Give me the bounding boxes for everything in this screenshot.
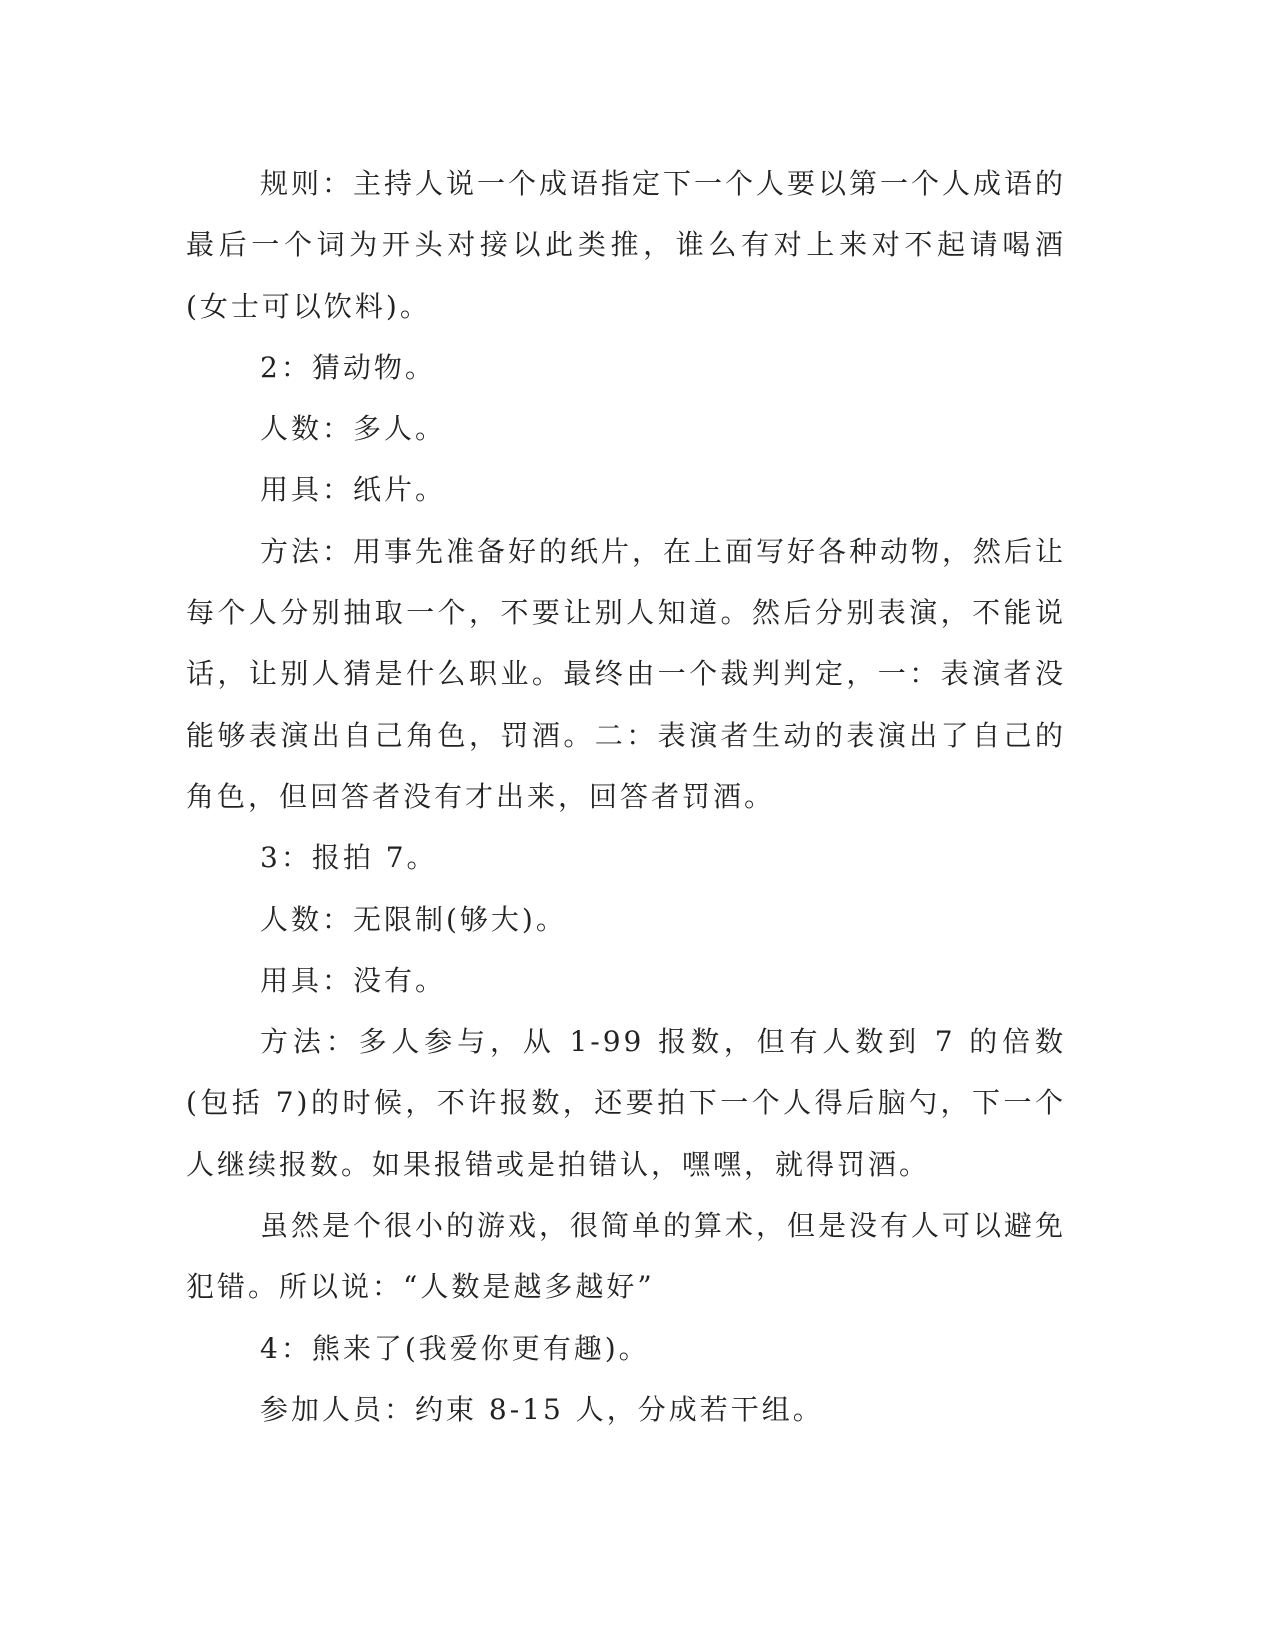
game-2-props: 用具：纸片。 — [260, 473, 447, 507]
rules-paragraph: 规则：主持人说一个成语指定下一个人要以第一个人成语的最后一个词为开头对接以此类推，谁么有对上来对不起请喝酒(女士可以饮料)。 — [186, 167, 1067, 323]
game-4-heading: 4：熊来了(我爱你更有趣)。 — [260, 1331, 650, 1365]
game-3-method: 方法：多人参与，从 1-99 报数，但有人数到 7 的倍数(包括 7)的时候，不许报数，还要拍下一个人得后脑勺，下一个人继续报数。如果报错或是拍错认，嘿嘿，就得罚酒。 — [186, 1025, 1066, 1181]
game-3-note: 虽然是个很小的游戏，很简单的算术，但是没有人可以避免犯错。所以说：“人数是越多越好” — [186, 1209, 1067, 1304]
game-2-players: 人数：多人。 — [260, 412, 447, 446]
game-2-method: 方法：用事先准备好的纸片，在上面写好各种动物，然后让每个人分别抽取一个，不要让别人知道。然后分别表演，不能说话，让别人猜是什么职业。最终由一个裁判判定，一：表演者没能够表演出自己角色，罚酒。二：表演者生动的表演出了自己的角色，但回答者没有才出来，回答者罚酒。 — [186, 534, 1067, 813]
document-body — [186, 153, 1066, 1440]
game-3-heading: 3：报拍 7。 — [260, 841, 438, 875]
game-3-props: 用具：没有。 — [260, 963, 447, 997]
game-2-heading: 2：猜动物。 — [260, 350, 436, 384]
game-4-participants: 参加人员：约束 8-15 人，分成若干组。 — [260, 1392, 824, 1426]
game-3-players: 人数：无限制(够大)。 — [260, 902, 567, 936]
